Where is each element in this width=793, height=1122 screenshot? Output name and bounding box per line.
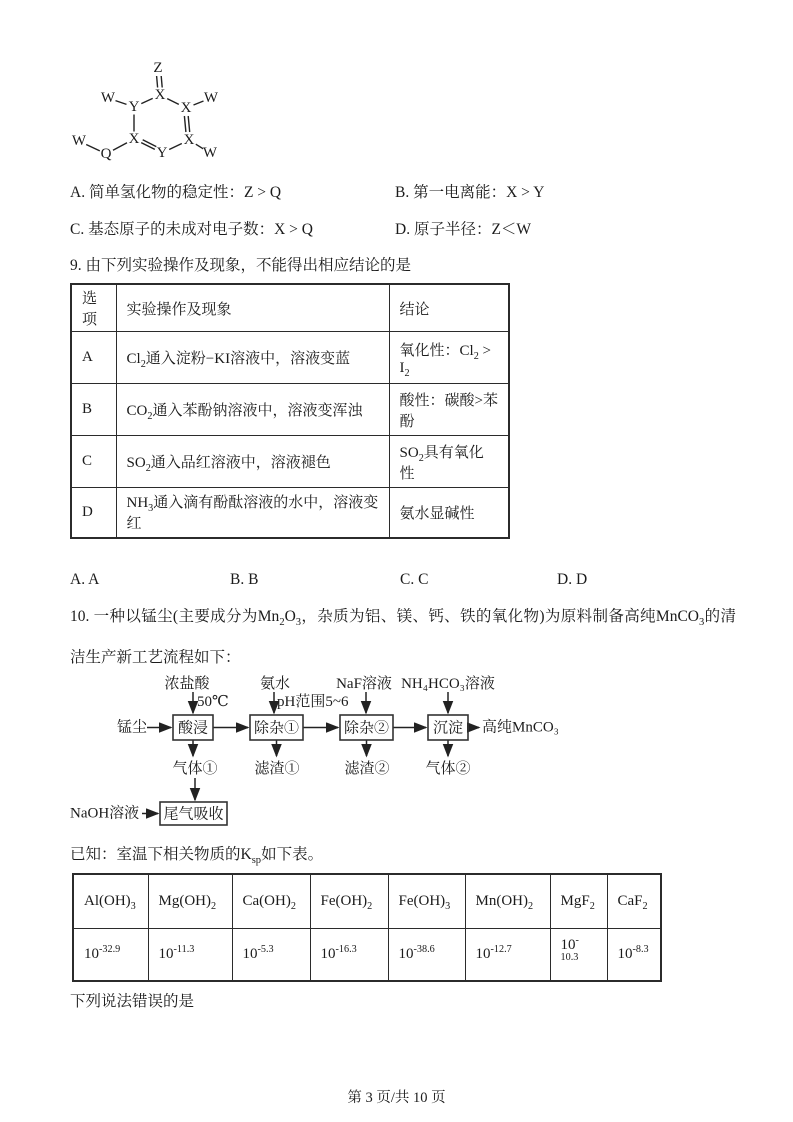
q8-option-d: D. 原子半径：Z＜W xyxy=(395,221,532,238)
q10-stem: 10. 一种以锰尘(主要成分为$Mn_2O_3$，杂质为铝、镁、钙、铁的氧化物)为原料制备高纯MnCO$_3$的清洁生产新工艺流程如下： xyxy=(70,608,736,666)
q9-answer-c: C. C xyxy=(400,571,429,588)
q9-table xyxy=(70,283,510,539)
ksp-value-mnoh2: $10^{-12.7}$ xyxy=(465,928,550,981)
flow-tail-step: 尾气吸收 xyxy=(163,806,224,823)
q9-answer-a: A. A xyxy=(70,571,100,588)
q10-flow-diagram xyxy=(58,672,578,830)
q9-row-b-option: B xyxy=(71,384,116,436)
atom-ring-bottom: Y xyxy=(156,145,168,161)
q9-row-d-operation: $NH_3$通入滴有酚酞溶液的水中，溶液变红 xyxy=(116,488,389,538)
flow-feed: 锰尘 xyxy=(116,719,148,736)
flow-step-leaching: 酸浸 xyxy=(177,720,209,737)
atom-w-lower-right: W xyxy=(202,145,218,161)
q9-row-b-operation: $CO_2$通入苯酚钠溶液中，溶液变浑浊 xyxy=(116,384,389,436)
ksp-value-feoh2: $10^{-16.3}$ xyxy=(310,928,388,981)
flow-step-impurity1: 除杂① xyxy=(253,720,300,737)
ksp-value-caf2: $10^{-8.3}$ xyxy=(607,928,661,981)
flow-condition-ph: pH范围5~6 xyxy=(277,694,349,710)
atom-ring-lower-left: X xyxy=(128,131,140,147)
flow-output-residue2: 滤渣② xyxy=(344,761,390,777)
ksp-substance-caoh2: $Ca(OH)_2$ xyxy=(232,874,310,928)
ksp-substance-mgoh2: $Mg(OH)_2$ xyxy=(148,874,232,928)
atom-ring-upper-left: Y xyxy=(128,99,140,115)
ksp-substance-feoh2: $Fe(OH)_2$ xyxy=(310,874,388,928)
ksp-substances-row xyxy=(73,874,661,928)
flow-output-gas2: 气体② xyxy=(425,761,471,777)
ksp-value-aloh3: $10^{-32.9}$ xyxy=(73,928,148,981)
ksp-value-feoh3: $10^{-38.6}$ xyxy=(388,928,465,981)
page-number: 第 3 页/共 10 页 xyxy=(347,1090,446,1106)
ksp-values-row xyxy=(73,928,661,981)
flow-reagent-hcl: 浓盐酸 xyxy=(164,676,210,692)
q9-table-header-row xyxy=(71,284,509,332)
atom-ring-upper-right: X xyxy=(180,100,192,116)
ksp-substance-caf2: CaF$_2$ xyxy=(607,874,661,928)
q9-answer-b: B. B xyxy=(230,571,259,588)
q9-answer-d: D. D xyxy=(557,571,588,588)
q9-table-row-c xyxy=(71,436,509,488)
flow-tail-reagent: NaOH溶液 xyxy=(70,805,140,822)
q9-row-c-option: C xyxy=(71,436,116,488)
structure-atom-labels xyxy=(72,60,219,162)
q9-header-operation: 实验操作及现象 xyxy=(116,284,389,332)
q8-structure-diagram xyxy=(58,50,268,178)
q8-option-a: A. 简单氢化物的稳定性：Z > Q xyxy=(70,184,282,201)
q9-table-row-d xyxy=(71,488,509,538)
q9-row-d-option: D xyxy=(71,488,116,538)
ksp-substance-mnoh2: $Mn(OH)_2$ xyxy=(465,874,550,928)
q9-row-c-operation: $SO_2$通入品红溶液中，溶液褪色 xyxy=(116,436,389,488)
atom-z: Z xyxy=(153,60,163,76)
ksp-substance-aloh3: $Al(OH)_3$ xyxy=(73,874,148,928)
ksp-substance-feoh3: $Fe(OH)_3$ xyxy=(388,874,465,928)
q9-stem: 9. 由下列实验操作及现象，不能得出相应结论的是 xyxy=(70,257,412,274)
q9-row-b-conclusion: 酸性：碳酸>苯酚 xyxy=(389,384,509,436)
q9-table-row-b xyxy=(71,384,509,436)
q8-option-b: B. 第一电离能：X > Y xyxy=(395,184,545,201)
flow-labels xyxy=(70,674,559,823)
q8-option-c: C. 基态原子的未成对电子数：X > Q xyxy=(70,221,313,238)
ksp-intro: 已知：室温下相关物质的$K_{sp}$如下表。 xyxy=(70,846,324,867)
q10-question: 下列说法错误的是 xyxy=(70,993,195,1010)
atom-q: Q xyxy=(100,146,112,162)
atom-w-upper-right: W xyxy=(203,90,219,106)
atom-w-upper-left: W xyxy=(100,90,116,106)
atom-ring-top: X xyxy=(154,87,166,103)
flow-step-precipitate: 沉淀 xyxy=(432,720,464,737)
q9-row-d-conclusion: 氨水显碱性 xyxy=(389,488,509,538)
flow-reagent-naf: NaF溶液 xyxy=(336,676,392,692)
flow-reagent-nh4hco3: NH₄HCO₃溶液 xyxy=(401,676,495,692)
ksp-substance-mgf2: MgF$_2$ xyxy=(550,874,607,928)
flow-step-impurity2: 除杂② xyxy=(343,720,390,737)
q9-row-c-conclusion: $SO_2$具有氧化性 xyxy=(389,436,509,488)
atom-ring-lower-right: X xyxy=(183,132,195,148)
ksp-value-mgf2: $10^{-10.3}$ xyxy=(550,928,607,981)
q9-header-conclusion: 结论 xyxy=(389,284,509,332)
q9-row-a-option: A xyxy=(71,332,116,384)
ksp-value-mgoh2: $10^{-11.3}$ xyxy=(148,928,232,981)
flow-reagent-ammonia: 氨水 xyxy=(259,676,291,692)
ksp-table xyxy=(72,873,662,982)
q9-row-a-conclusion: 氧化性：$Cl_2 > I_2$ xyxy=(389,332,509,384)
flow-arrows xyxy=(142,692,479,814)
flow-output-residue1: 滤渣① xyxy=(254,761,300,777)
atom-w-on-q: W xyxy=(71,133,87,149)
q9-header-option: 选项 xyxy=(71,284,116,332)
flow-condition-temp: 50℃ xyxy=(197,694,229,710)
flow-output-gas1: 气体① xyxy=(172,761,218,777)
q9-table-row-a xyxy=(71,332,509,384)
flow-product: 高纯MnCO₃ xyxy=(482,719,559,736)
q9-row-a-operation: $Cl_2$通入淀粉−KI溶液中，溶液变蓝 xyxy=(116,332,389,384)
ksp-value-caoh2: $10^{-5.3}$ xyxy=(232,928,310,981)
